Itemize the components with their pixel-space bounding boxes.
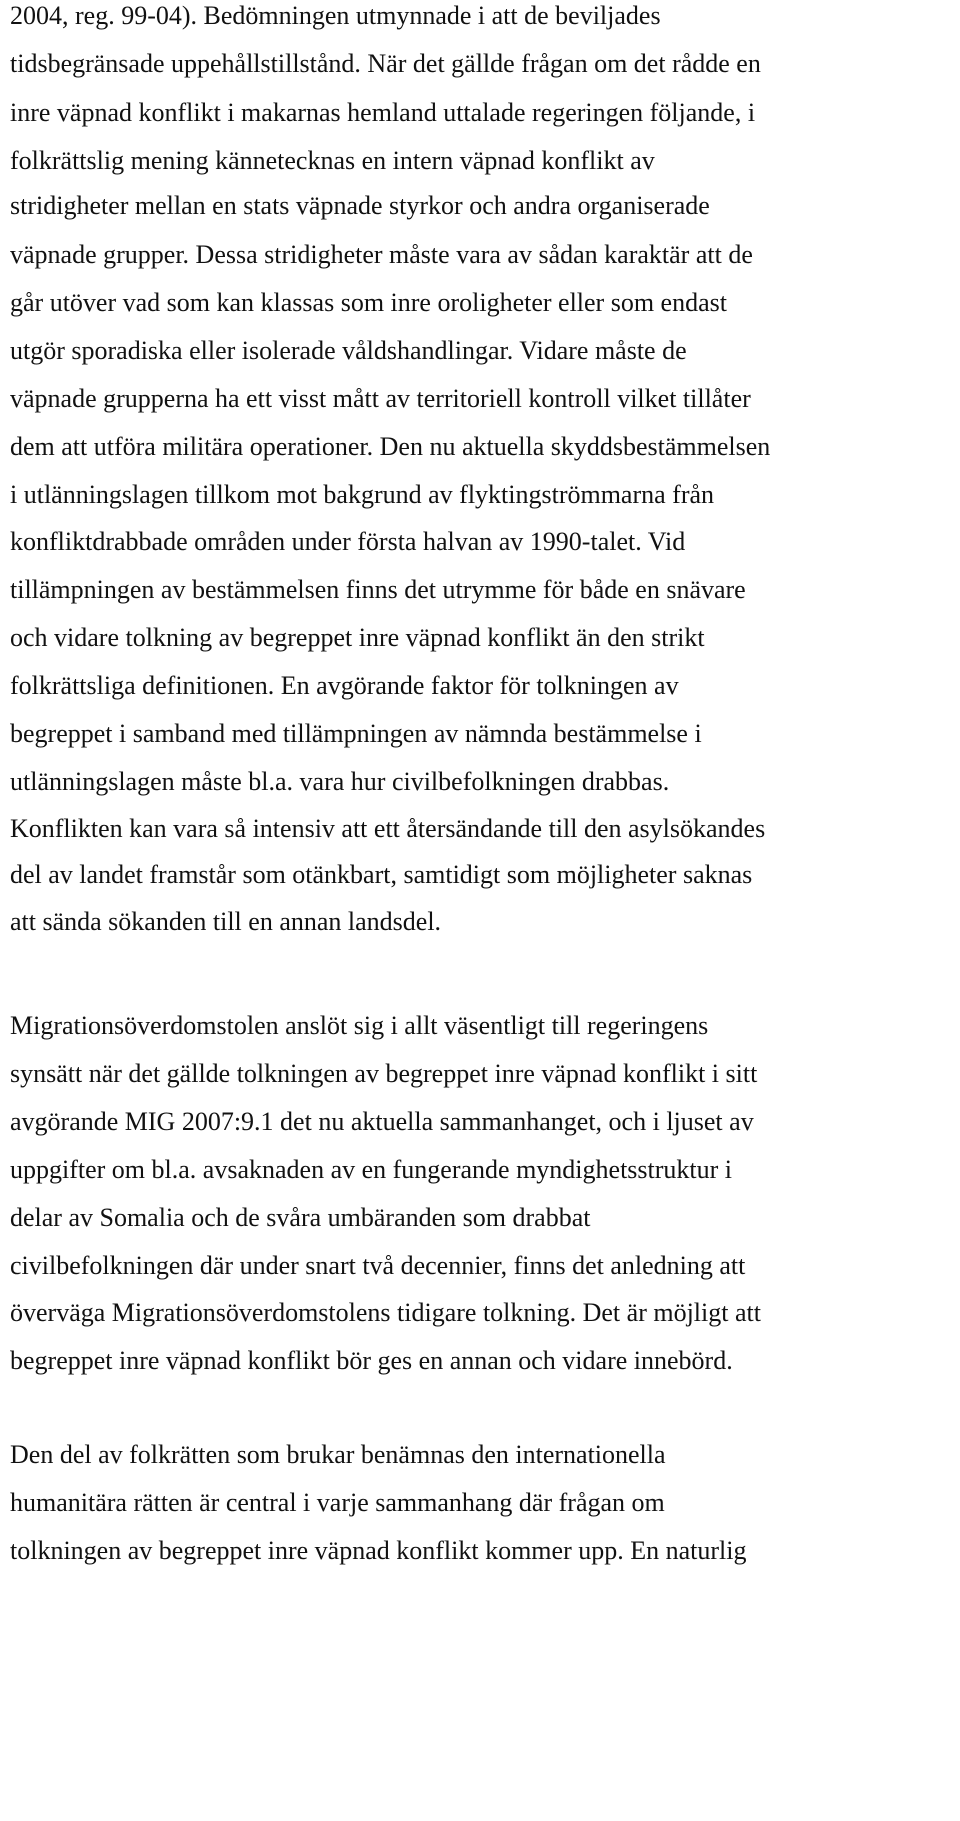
text-line: går utöver vad som kan klassas som inre oroligheter eller som endast <box>10 288 727 317</box>
text-line: att sända sökanden till en annan landsdel. <box>10 907 442 936</box>
text-line: synsätt när det gällde tolkningen av begreppet inre väpnad konflikt i sitt <box>10 1059 758 1088</box>
text-line: 2004, reg. 99-04). Bedömningen utmynnade i att de beviljades <box>10 1 661 30</box>
text-line: inre väpnad konflikt i makarnas hemland uttalade regeringen följande, i <box>10 98 756 127</box>
text-line: delar av Somalia och de svåra umbäranden som drabbat <box>10 1203 591 1232</box>
text-line: överväga Migrationsöverdomstolens tidigare tolkning. Det är möjligt att <box>10 1298 761 1327</box>
text-line: tidsbegränsade uppehållstillstånd. När det gällde frågan om det rådde en <box>10 49 761 78</box>
text-line: Konflikten kan vara så intensiv att ett återsändande till den asylsökandes <box>10 814 766 843</box>
text-line: utgör sporadiska eller isolerade våldshandlingar. Vidare måste de <box>10 336 687 365</box>
text-line: Migrationsöverdomstolen anslöt sig i allt väsentligt till regeringens <box>10 1011 709 1040</box>
text-line: folkrättslig mening kännetecknas en intern väpnad konflikt av <box>10 146 655 175</box>
text-line: civilbefolkningen där under snart två decennier, finns det anledning att <box>10 1251 746 1280</box>
text-line: tillämpningen av bestämmelsen finns det utrymme för både en snävare <box>10 575 746 604</box>
text-line: del av landet framstår som otänkbart, samtidigt som möjligheter saknas <box>10 860 753 889</box>
text-line: och vidare tolkning av begreppet inre väpnad konflikt än den strikt <box>10 623 705 652</box>
text-line: i utlänningslagen tillkom mot bakgrund av flyktingströmmarna från <box>10 480 715 509</box>
text-line: uppgifter om bl.a. avsaknaden av en fungerande myndighetsstruktur i <box>10 1155 733 1184</box>
text-line: dem att utföra militära operationer. Den nu aktuella skyddsbestämmelsen <box>10 432 771 461</box>
text-line: Den del av folkrätten som brukar benämnas den internationella <box>10 1440 666 1469</box>
text-line: avgörande MIG 2007:9.1 det nu aktuella sammanhanget, och i ljuset av <box>10 1107 754 1136</box>
text-line: stridigheter mellan en stats väpnade styrkor och andra organiserade <box>10 191 710 220</box>
text-line: begreppet i samband med tillämpningen av nämnda bestämmelse i <box>10 719 702 748</box>
text-line: folkrättsliga definitionen. En avgörande faktor för tolkningen av <box>10 671 679 700</box>
text-line: begreppet inre väpnad konflikt bör ges en annan och vidare innebörd. <box>10 1346 733 1375</box>
text-line: humanitära rätten är central i varje sammanhang där frågan om <box>10 1488 665 1517</box>
text-line: utlänningslagen måste bl.a. vara hur civilbefolkningen drabbas. <box>10 767 670 796</box>
text-line: väpnade grupperna ha ett visst mått av territoriell kontroll vilket tillåter <box>10 384 751 413</box>
text-line: väpnade grupper. Dessa stridigheter måste vara av sådan karaktär att de <box>10 240 753 269</box>
text-line: tolkningen av begreppet inre väpnad konflikt kommer upp. En naturlig <box>10 1536 747 1565</box>
text-line: konfliktdrabbade områden under första halvan av 1990-talet. Vid <box>10 527 686 556</box>
